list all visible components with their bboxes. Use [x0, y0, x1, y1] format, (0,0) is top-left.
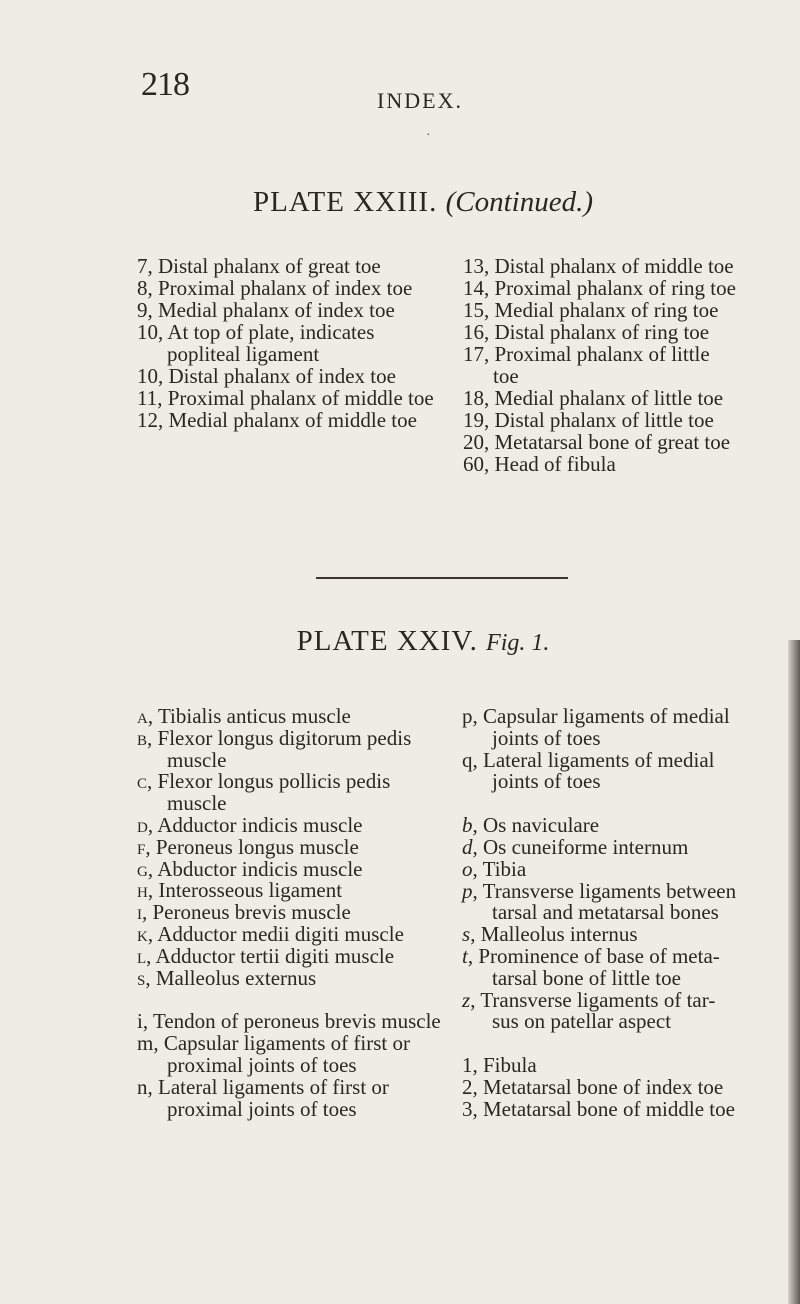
item-key: i [137, 900, 142, 925]
list-item: 13, Distal phalanx of middle toe [463, 254, 734, 278]
item-text: Capsular ligaments of medial joints of toes [483, 704, 730, 750]
list-item: 16, Distal phalanx of ring toe [463, 320, 710, 344]
item-key: q [462, 747, 473, 772]
item-text: Lateral ligaments of medial joints of toes [483, 747, 715, 794]
plate-xxiv-title: PLATE XXIV. [296, 625, 478, 657]
list-item: m, Capsular ligaments of first or proximal joints of toes [137, 1031, 410, 1077]
item-key: l [137, 943, 147, 968]
item-key: 2 [462, 1074, 473, 1099]
list-item: 60, Head of fibula [463, 452, 616, 476]
plate-xxiii-left-column [137, 255, 443, 431]
item-text: Abductor indicis muscle [157, 856, 363, 881]
item-text: Flexor longus pollicis pedis muscle [157, 769, 391, 816]
item-key: a [137, 704, 148, 728]
list-item: 10, Distal phalanx of index toe [137, 364, 396, 388]
item-key: k [137, 921, 148, 946]
plate-xxiv-subtitle: Fig. 1. [486, 630, 550, 656]
list-item: d, Os cuneiforme internum [462, 834, 689, 859]
list-item: l, Adductor tertii digiti muscle [137, 943, 395, 968]
list-item: b, Flexor longus digitorum pedis muscle [137, 725, 412, 772]
item-key: b [137, 725, 148, 750]
item-key: i [137, 1009, 143, 1034]
plate-xxiv-right-column [462, 706, 740, 1121]
item-text: Flexor longus digitorum pedis muscle [157, 725, 412, 772]
item-text: Lateral ligaments of first or proximal joints of toes [158, 1074, 389, 1121]
item-text: Os cuneiforme internum [483, 834, 689, 859]
item-key: 3 [462, 1096, 473, 1121]
list-item: b, Os naviculare [462, 813, 600, 838]
list-item: 14, Proximal phalanx of ring toe [463, 276, 736, 300]
item-key: m [137, 1031, 154, 1056]
item-text: Interosseous ligament [158, 878, 343, 903]
item-text: Tendon of peroneus brevis muscle [152, 1009, 441, 1034]
list-item: s, Malleolus externus [137, 965, 317, 990]
item-key: s [462, 922, 471, 947]
list-item: 2, Metatarsal bone of index toe [462, 1074, 724, 1099]
list-item: 17, Proximal phalanx of little toe [463, 342, 710, 388]
list-item: i, Peroneus brevis muscle [137, 900, 351, 925]
list-item: z, Transverse ligaments of tar- sus on patellar aspect [462, 987, 716, 1034]
item-text: Prominence of base of meta- tarsal bone of little toe [478, 943, 720, 990]
item-text: Tibialis anticus muscle [157, 704, 351, 728]
item-key: z [462, 987, 471, 1012]
item-key: t [462, 943, 468, 968]
plate-xxiv-heading [0, 625, 800, 658]
list-item: f, Peroneus longus muscle [137, 834, 359, 859]
item-key: b [462, 813, 473, 838]
plate-xxiii-title: PLATE XXIII. [252, 186, 438, 218]
list-item: 9, Medial phalanx of index toe [137, 298, 395, 322]
list-item: 18, Medial phalanx of little toe [463, 386, 724, 410]
plate-xxiii-heading [0, 186, 800, 219]
item-key: p [462, 704, 473, 728]
list-item: a, Tibialis anticus muscle [137, 704, 351, 728]
list-item: p, Capsular ligaments of medial joints of toes [462, 704, 730, 750]
list-item: 12, Medial phalanx of middle toe [137, 408, 417, 432]
item-key: h [137, 878, 148, 903]
item-text: Malleolus externus [155, 965, 317, 990]
item-key: 1 [462, 1053, 473, 1078]
item-key: p [462, 878, 473, 903]
list-item: 20, Metatarsal bone of great toe [463, 430, 731, 454]
item-text: Capsular ligaments of first or proximal joints of toes [163, 1031, 410, 1077]
plate-xxiii-right-column [463, 255, 739, 475]
item-text: Tibia [482, 856, 527, 881]
item-text: Transverse ligaments of tar- sus on patellar aspect [480, 987, 716, 1034]
item-text: Peroneus brevis muscle [152, 900, 351, 925]
list-item: o, Tibia [462, 856, 527, 881]
item-key: c [137, 769, 148, 794]
plate-xxiii-subtitle: (Continued.) [445, 186, 593, 218]
item-text: Transverse ligaments between tarsal and metatarsal bones [482, 878, 737, 925]
item-text: Peroneus longus muscle [155, 834, 359, 859]
list-item: t, Prominence of base of meta- tarsal bone of little toe [462, 943, 720, 990]
list-item: i, Tendon of peroneus brevis muscle [137, 1009, 441, 1034]
item-text: Metatarsal bone of middle toe [483, 1096, 735, 1121]
list-item: 10, At top of plate, indicates popliteal ligament [137, 320, 375, 366]
item-text: Adductor tertii digiti muscle [155, 943, 395, 968]
list-item: d, Adductor indicis muscle [137, 812, 363, 837]
item-key: g [137, 856, 148, 881]
list-item: 11, Proximal phalanx of middle toe [137, 386, 434, 410]
list-item: h, Interosseous ligament [137, 878, 343, 903]
item-key: d [462, 834, 473, 859]
page-edge-shadow [788, 640, 800, 1304]
item-text: Os naviculare [483, 813, 600, 838]
item-key: o [462, 856, 473, 881]
section-divider [316, 577, 568, 579]
page-number: 218 [141, 66, 189, 103]
list-item: 8, Proximal phalanx of index toe [137, 276, 413, 300]
list-item: 3, Metatarsal bone of middle toe [462, 1096, 735, 1121]
list-item: 15, Medial phalanx of ring toe [463, 298, 719, 322]
list-item: 19, Distal phalanx of little toe [463, 408, 714, 432]
list-item: c, Flexor longus pollicis pedis muscle [137, 769, 391, 816]
item-key: d [137, 812, 148, 837]
item-key: s [137, 965, 146, 990]
list-item: q, Lateral ligaments of medial joints of toes [462, 747, 715, 794]
printer-mark: · [426, 128, 431, 143]
item-key: f [137, 834, 146, 859]
list-item: k, Adductor medii digiti muscle [137, 921, 404, 946]
item-text: Fibula [483, 1053, 537, 1078]
plate-xxiv-left-column [137, 706, 447, 1120]
list-item: n, Lateral ligaments of first or proximal joints of toes [137, 1074, 389, 1121]
running-head: INDEX. [377, 88, 463, 113]
item-text: Adductor indicis muscle [157, 812, 363, 837]
list-item: 1, Fibula [462, 1053, 537, 1078]
item-text: Metatarsal bone of index toe [483, 1074, 724, 1099]
list-item: p, Transverse ligaments between tarsal and metatarsal bones [462, 878, 737, 925]
list-item: 7, Distal phalanx of great toe [137, 254, 381, 278]
item-text: Adductor medii digiti muscle [157, 921, 404, 946]
item-text: Malleolus internus [480, 922, 638, 947]
item-key: n [137, 1074, 148, 1099]
list-item: s, Malleolus internus [462, 922, 638, 947]
list-item: g, Abductor indicis muscle [137, 856, 363, 881]
